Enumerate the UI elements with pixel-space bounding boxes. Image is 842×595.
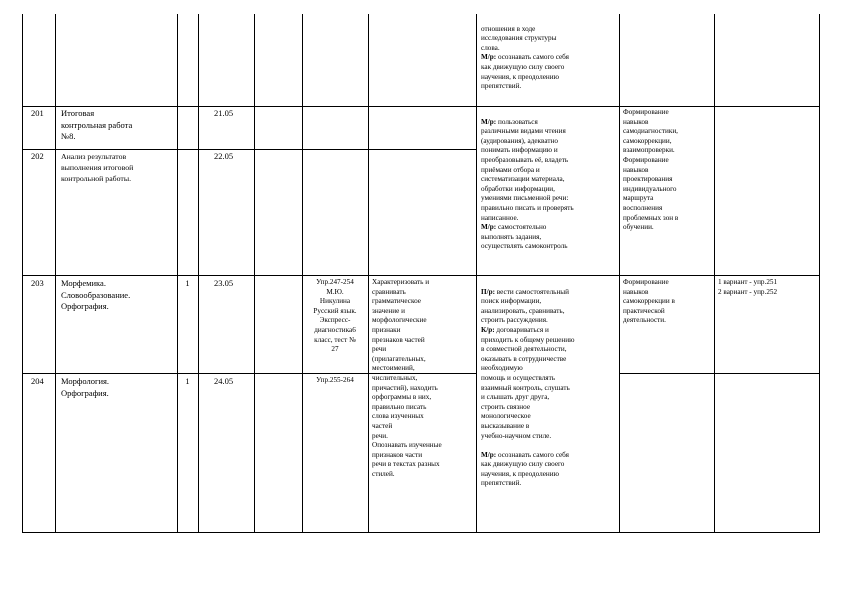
table-column-divider <box>476 14 477 532</box>
row-divider <box>22 149 476 150</box>
uud-text: самостоятельно выполнять задания, осуществлять самоконтроль <box>481 223 568 251</box>
row-divider <box>22 106 820 107</box>
lesson-date: 21.05 <box>214 108 234 118</box>
activities-cell: Характеризовать и сравнивать грамматическое значение и морфологические признаки презнаков частей речи (прилагательных, местоимений, числительных, причастий), находить орфограммы в них, правильно писать слова изученных частей речи. Опознавать изученные признаков части речи в текстах разных стилей. <box>372 278 442 478</box>
lesson-number: 201 <box>31 108 44 118</box>
homework-cell: Упр.255-264 <box>316 376 354 384</box>
uud-text: осознавать самого себя как движущую силу своего научения, к преодолению препятствий. <box>481 450 569 488</box>
table-column-divider <box>254 14 255 532</box>
uud-text: осознавать самого себя как движущую силу своего научения, к преодолению препятствий. <box>481 53 569 91</box>
uud-cell <box>481 15 617 101</box>
table-column-divider <box>177 14 178 532</box>
lesson-date: 22.05 <box>214 151 234 161</box>
result-cell: Формирование навыков самодиагностики, самокоррекции, взаимопроверки. Формирование навыков проектирования индивидуального маршрута восполнения проблемных зон в обучении. <box>623 108 679 232</box>
lesson-count: 1 <box>185 278 190 288</box>
table-border-right <box>819 14 820 532</box>
table-border-bottom <box>22 532 820 533</box>
lesson-number: 203 <box>31 278 44 288</box>
uud-cell <box>481 278 617 499</box>
uud-label: М/р: <box>481 450 497 459</box>
uud-text: вести самостоятельный поиск информации, анализировать, сравнивать, строить рассуждения. <box>481 287 569 325</box>
row-divider <box>22 275 820 276</box>
table-column-divider <box>302 14 303 532</box>
lesson-date: 24.05 <box>214 376 234 386</box>
uud-label: М/р: <box>481 53 497 62</box>
lesson-count: 1 <box>185 376 190 386</box>
notes-cell: 1 вариант - упр.251 2 вариант - упр.252 <box>718 278 778 296</box>
uud-label: К/р: <box>481 325 495 334</box>
uud-label: М/р: <box>481 117 497 126</box>
row-divider <box>619 373 820 374</box>
uud-text: отношения в ходе исследования структуры слова. <box>481 24 557 52</box>
table-column-divider <box>55 14 56 532</box>
table-column-divider <box>619 14 620 532</box>
uud-cell <box>481 108 617 262</box>
uud-label: М/р: <box>481 223 497 232</box>
table-column-divider <box>368 14 369 532</box>
uud-label: П/р: <box>481 287 495 296</box>
lesson-topic: Анализ результатов выполнения итоговой контрольной работы. <box>61 152 134 183</box>
lesson-date: 23.05 <box>214 278 234 288</box>
lesson-topic: Морфология. Орфография. <box>61 376 110 398</box>
table-column-divider <box>714 14 715 532</box>
lesson-number: 202 <box>31 151 44 161</box>
homework-cell: Упр.247-254 М.Ю. Никулина Русский язык. Экспресс- диагностика6 класс, тест № 27 <box>313 278 357 354</box>
uud-text: пользоваться различными видами чтения (аудирования), адекватно понимать информацию и преобразовывать её, владеть приёмами отбора и систематизации материала, обработки информации, умениями письменной речи: правильно писать и проверять написанное. <box>481 117 574 222</box>
table-border-left <box>22 14 23 532</box>
table-column-divider <box>198 14 199 532</box>
uud-text: договариваться и приходить к общему решению в совместной деятельности, оказывать в сотрудничестве необходимую помощь и осуществлять взаимный контроль, слушать и слышать друг друга, строить связное монологическое высказывание в учебно-научном стиле. <box>481 325 575 440</box>
lesson-number: 204 <box>31 376 44 386</box>
result-cell: Формирование навыков самокоррекции в практической деятельности. <box>623 278 675 325</box>
lesson-topic: Морфемика. Словообразование. Орфография. <box>61 278 131 312</box>
lesson-topic: Итоговая контрольная работа №8. <box>61 108 133 142</box>
